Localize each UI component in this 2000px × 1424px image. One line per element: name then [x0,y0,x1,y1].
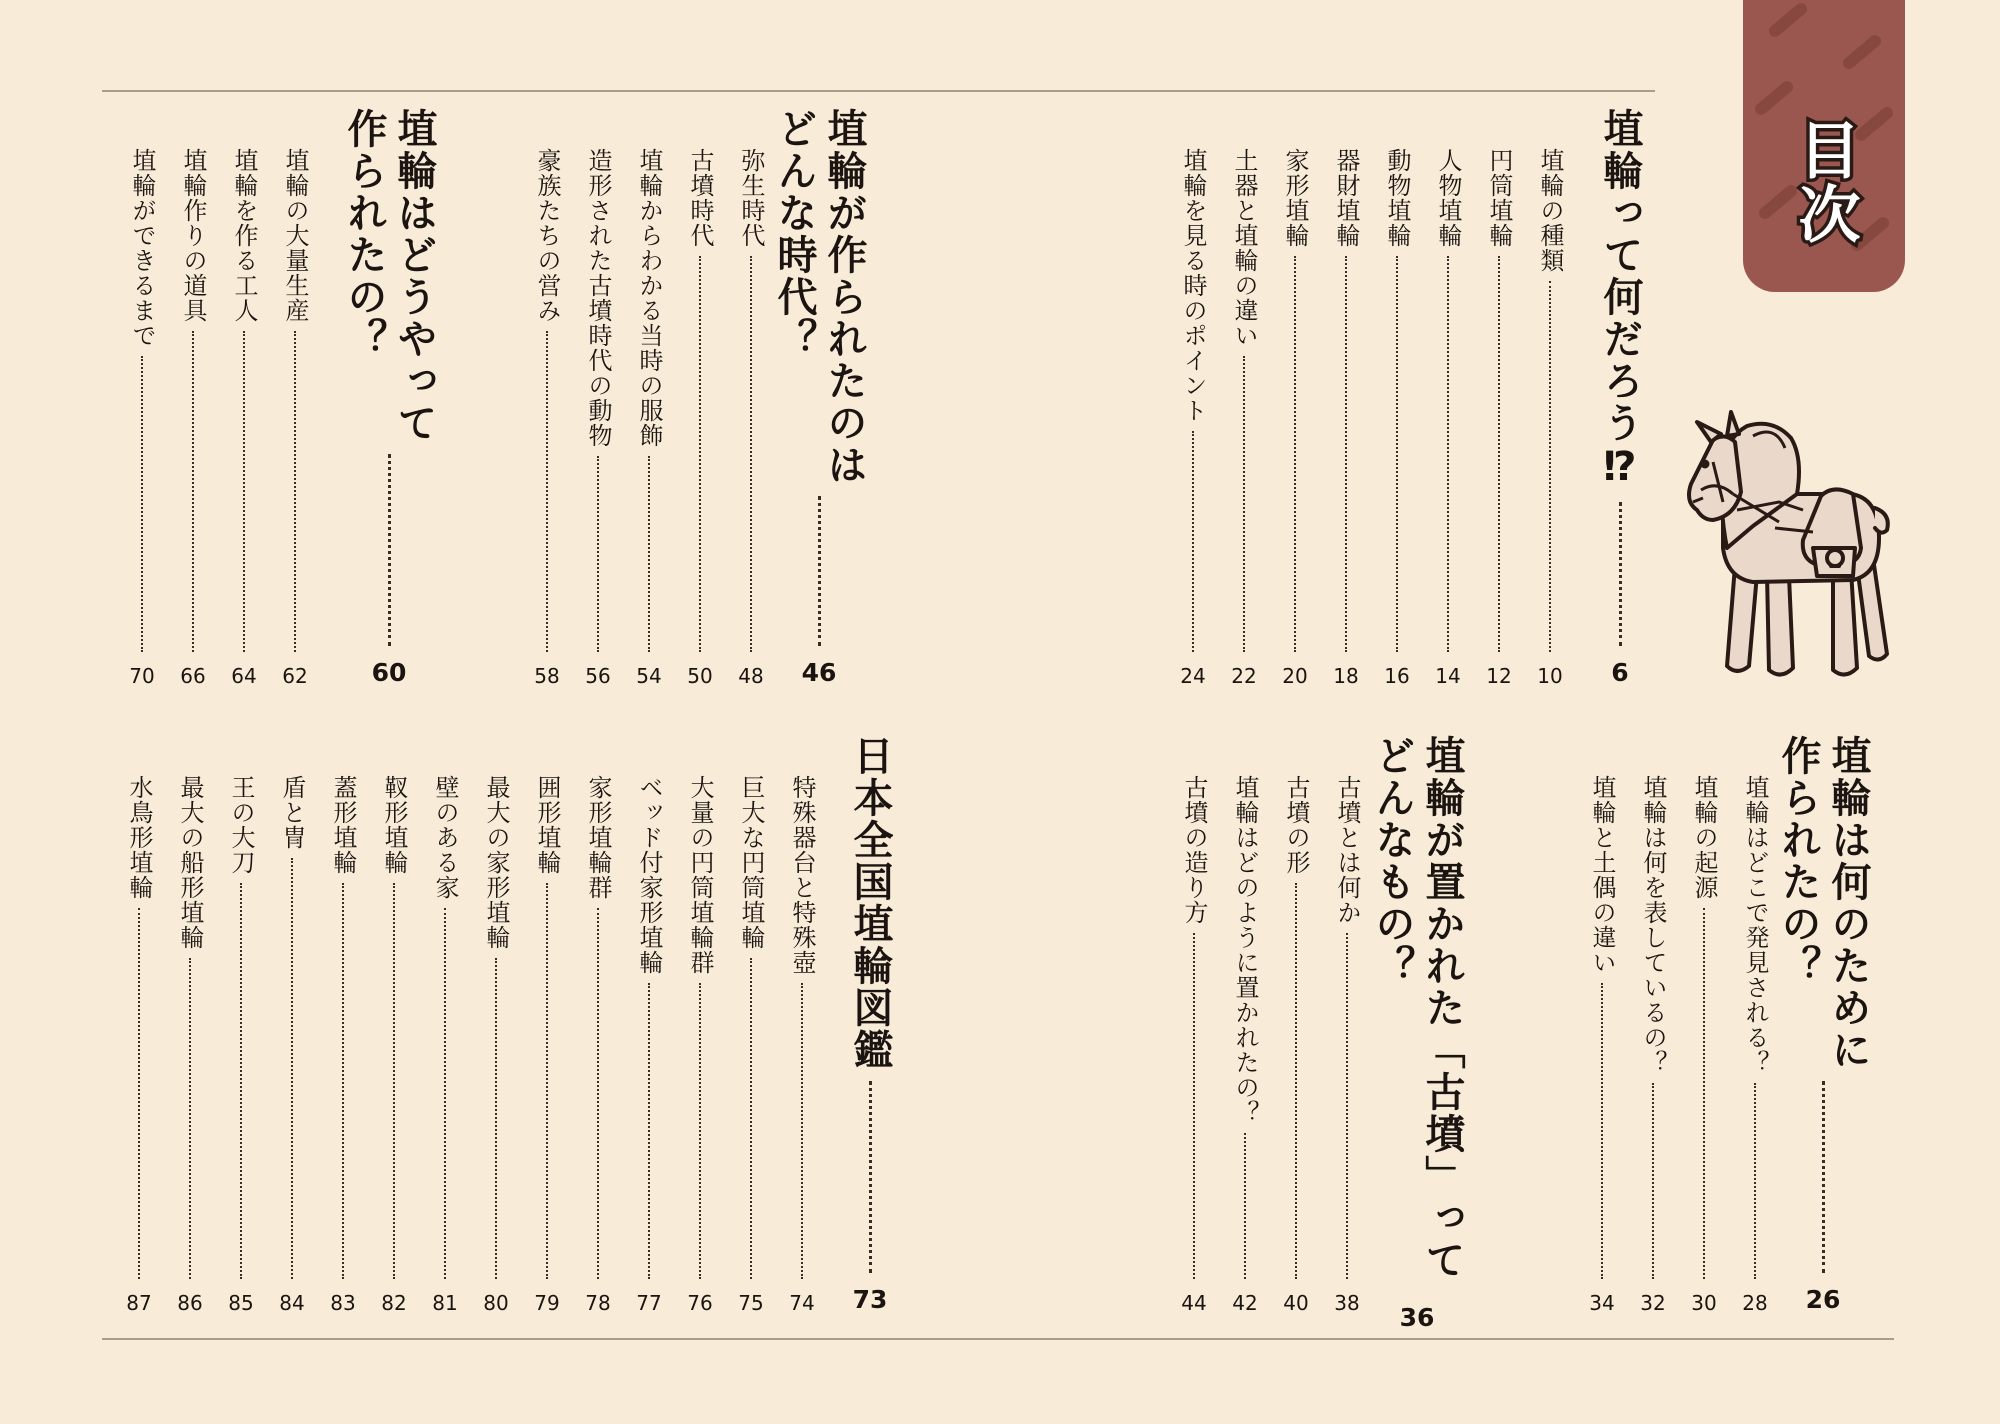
toc-item[interactable] [1327,775,1367,1315]
item-label: 水鳥形埴輪 [125,775,153,900]
dotted-leader [699,256,701,652]
dotted-leader [393,883,395,1279]
toc-section-3[interactable] [339,108,439,688]
item-page-number: 14 [1435,664,1461,688]
item-page-number: 75 [738,1291,764,1315]
toc-item[interactable] [1684,775,1724,1315]
item-label: 盾と冑 [278,775,306,850]
item-page-number: 48 [738,664,764,688]
toc-item[interactable] [173,148,213,688]
dotted-leader [801,983,803,1279]
dotted-leader [1295,883,1297,1279]
toc-item[interactable] [323,775,363,1315]
section-page-number: 46 [801,658,837,687]
dotted-leader [1193,933,1195,1279]
item-label: 埴輪は何を表しているの？ [1639,775,1667,1075]
item-label: 豪族たちの営み [533,148,561,323]
section-title: 埴輪は何のために 作られたの？ [1775,735,1871,1071]
item-page-number: 79 [534,1291,560,1315]
toc-item[interactable] [1479,148,1519,688]
toc-section-6[interactable] [830,735,910,1315]
item-page-number: 54 [636,664,662,688]
item-page-number: 85 [228,1291,254,1315]
toc-item[interactable] [1276,775,1316,1315]
item-page-number: 74 [789,1291,815,1315]
section-title: 日本全国埴輪図鑑 [847,735,893,1071]
toc-item[interactable] [1428,148,1468,688]
item-page-number: 34 [1589,1291,1615,1315]
dotted-leader [1294,256,1296,652]
item-label: 埴輪の種類 [1536,148,1564,273]
section-page-number: 26 [1805,1285,1841,1314]
item-page-number: 40 [1283,1291,1309,1315]
item-label: 人物埴輪 [1434,148,1462,248]
toc-item[interactable] [275,148,315,688]
item-page-number: 10 [1537,664,1563,688]
item-label: 埴輪はどこで発見される？ [1741,775,1769,1075]
toc-item[interactable] [629,148,669,688]
item-label: 古墳とは何か [1333,775,1361,925]
toc-item[interactable] [119,775,159,1315]
dotted-leader [1346,933,1348,1279]
item-label: 埴輪の起源 [1690,775,1718,900]
dotted-leader [189,958,191,1279]
item-page-number: 50 [687,664,713,688]
item-label: 器財埴輪 [1332,148,1360,248]
dotted-leader [750,256,752,652]
toc-item[interactable] [731,775,771,1315]
dotted-leader [546,331,548,652]
toc-item[interactable] [527,148,567,688]
toc-item[interactable] [1377,148,1417,688]
section-title: 埴輪が作られたのは どんな時代？ [771,108,867,486]
item-label: 古墳の造り方 [1180,775,1208,925]
toc-item[interactable] [629,775,669,1315]
item-page-number: 38 [1334,1291,1360,1315]
dotted-leader [240,883,242,1279]
toc-item[interactable] [374,775,414,1315]
item-label: 埴輪作りの道具 [179,148,207,323]
toc-item[interactable] [578,775,618,1315]
item-label: 蓋形埴輪 [329,775,357,875]
dotted-leader [495,958,497,1279]
dotted-leader [1822,1081,1825,1273]
item-page-number: 44 [1181,1291,1207,1315]
dotted-leader [141,356,143,652]
toc-item[interactable] [731,148,771,688]
dotted-leader [388,454,391,646]
dotted-leader [869,1081,872,1273]
toc-item[interactable] [1225,775,1265,1315]
bottom-rule [102,1338,1894,1340]
toc-item[interactable] [425,775,465,1315]
item-label: ベッド付家形埴輪 [635,775,663,975]
item-page-number: 12 [1486,664,1512,688]
item-page-number: 62 [282,664,308,688]
item-label: 埴輪を見る時のポイント [1179,148,1207,423]
item-label: 家形埴輪群 [584,775,612,900]
toc-item[interactable] [170,775,210,1315]
item-label: 埴輪からわかる当時の服飾 [635,148,663,448]
item-label: 埴輪と土偶の違い [1588,775,1616,975]
dotted-leader [1447,256,1449,652]
section-page-number: 6 [1611,658,1629,687]
toc-item[interactable] [1173,148,1213,688]
item-page-number: 42 [1232,1291,1258,1315]
dotted-leader [699,983,701,1279]
dotted-leader [597,908,599,1279]
item-label: 王の大刀 [227,775,255,875]
toc-tab [1743,0,1905,292]
top-rule [102,90,1655,92]
item-page-number: 66 [180,664,206,688]
item-label: 動物埴輪 [1383,148,1411,248]
dotted-leader [1703,908,1705,1279]
item-label: 囲形埴輪 [533,775,561,875]
dotted-leader [1652,1083,1654,1279]
item-page-number: 20 [1282,664,1308,688]
item-label: 埴輪ができるまで [128,148,156,348]
item-page-number: 16 [1384,664,1410,688]
toc-item[interactable] [122,148,162,688]
item-label: 靫形埴輪 [380,775,408,875]
dotted-leader [1619,502,1622,646]
dotted-leader [138,908,140,1279]
item-label: 壁のある家 [431,775,459,900]
haniwa-horse-illustration [1683,398,1893,688]
toc-item[interactable] [1174,775,1214,1315]
item-page-number: 24 [1180,664,1206,688]
section-page-number: 60 [371,658,407,687]
dotted-leader [1244,1133,1246,1279]
item-page-number: 28 [1742,1291,1768,1315]
item-label: 最大の船形埴輪 [176,775,204,950]
dotted-leader [750,958,752,1279]
toc-item[interactable] [578,148,618,688]
dotted-leader [648,983,650,1279]
item-page-number: 84 [279,1291,305,1315]
item-page-number: 76 [687,1291,713,1315]
item-label: 埴輪はどのように置かれたの？ [1231,775,1259,1125]
dotted-leader [1243,356,1245,652]
item-label: 古墳時代 [686,148,714,248]
dotted-leader [648,456,650,652]
item-page-number: 80 [483,1291,509,1315]
section-page-number: 36 [1399,1303,1435,1332]
toc-item[interactable] [476,775,516,1315]
section-title: 埴輪はどうやって 作られたの？ [341,108,437,444]
item-page-number: 82 [381,1291,407,1315]
item-page-number: 18 [1333,664,1359,688]
dotted-leader [597,456,599,652]
item-page-number: 30 [1691,1291,1717,1315]
dotted-leader [192,331,194,652]
item-page-number: 70 [129,664,155,688]
toc-item[interactable] [1326,148,1366,688]
section-title: 埴輪って何だろう⁉ [1597,108,1643,492]
section-title: 埴輪が置かれた「古墳」って どんなもの？ [1369,735,1465,1281]
toc-item[interactable] [680,148,720,688]
dotted-leader [342,883,344,1279]
item-page-number: 58 [534,664,560,688]
dotted-leader [243,331,245,652]
item-label: 古墳の形 [1282,775,1310,875]
item-page-number: 83 [330,1291,356,1315]
item-label: 埴輪を作る工人 [230,148,258,323]
item-label: 造形された古墳時代の動物 [584,148,612,448]
dotted-leader [294,331,296,652]
dotted-leader [291,858,293,1279]
item-page-number: 81 [432,1291,458,1315]
toc-item[interactable] [527,775,567,1315]
toc-item[interactable] [1530,148,1570,688]
toc-item[interactable] [1735,775,1775,1315]
item-page-number: 64 [231,664,257,688]
toc-item[interactable] [272,775,312,1315]
item-label: 土器と埴輪の違い [1230,148,1258,348]
toc-item[interactable] [1224,148,1264,688]
dotted-leader [1601,983,1603,1279]
item-page-number: 56 [585,664,611,688]
item-label: 特殊器台と特殊壺 [788,775,816,975]
toc-section-2[interactable] [769,108,869,688]
dotted-leader [1396,256,1398,652]
item-page-number: 77 [636,1291,662,1315]
dotted-leader [1754,1083,1756,1279]
item-label: 埴輪の大量生産 [281,148,309,323]
toc-item[interactable] [1633,775,1673,1315]
dotted-leader [1549,281,1551,652]
item-label: 弥生時代 [737,148,765,248]
toc-item[interactable] [680,775,720,1315]
dotted-leader [444,908,446,1279]
dotted-leader [546,883,548,1279]
dotted-leader [1345,256,1347,652]
item-page-number: 22 [1231,664,1257,688]
toc-section-5[interactable] [1367,735,1467,1332]
item-page-number: 86 [177,1291,203,1315]
toc-section-1[interactable] [1580,108,1660,688]
toc-section-4[interactable] [1773,735,1873,1315]
item-label: 家形埴輪 [1281,148,1309,248]
item-page-number: 32 [1640,1291,1666,1315]
item-label: 巨大な円筒埴輪 [737,775,765,950]
dotted-leader [1192,431,1194,652]
item-label: 最大の家形埴輪 [482,775,510,950]
section-page-number: 73 [852,1285,888,1314]
toc-item[interactable] [1582,775,1622,1315]
dotted-leader [1498,256,1500,652]
toc-item[interactable] [1275,148,1315,688]
dotted-leader [818,496,821,646]
item-label: 円筒埴輪 [1485,148,1513,248]
toc-item[interactable] [221,775,261,1315]
toc-item[interactable] [782,775,822,1315]
toc-title: 目次 [1788,118,1861,246]
item-page-number: 87 [126,1291,152,1315]
item-label: 大量の円筒埴輪群 [686,775,714,975]
toc-item[interactable] [224,148,264,688]
item-page-number: 78 [585,1291,611,1315]
